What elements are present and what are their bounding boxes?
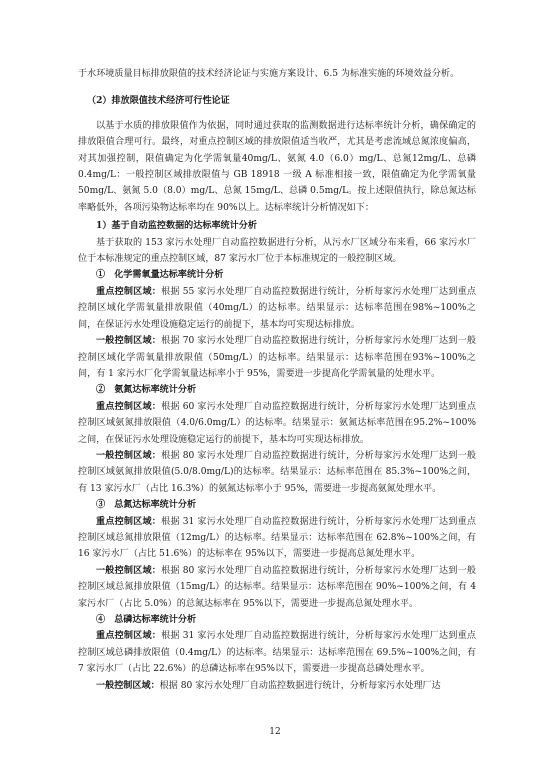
region-label: 重点控制区域：	[96, 515, 162, 527]
item-heading-total-phosphorus: ④ 总磷达标率统计分析	[96, 614, 197, 625]
page-number: 12	[269, 727, 281, 737]
region-label: 一般控制区域：	[96, 564, 162, 576]
body-paragraph	[78, 284, 476, 333]
page-body	[78, 66, 476, 694]
region-label: 一般控制区域：	[96, 335, 162, 347]
section-heading: （2）排放限值技术经济可行性论证	[87, 95, 230, 107]
region-label: 一般控制区域：	[96, 679, 160, 691]
paragraph-text: 根据 31 家污水处理厂自动监控数据进行统计，分析每家污水处理厂达到重点控制区域总氮排放限值（12mg/L）的达标率。结果显示：达标率范围在 62.8%~100%之间，有 16 家污水厂（占比 51.6%）的达标率在 95%以下，需要进一步提高总氮处理水平。	[78, 516, 476, 560]
body-paragraph: 基于获取的 153 家污水处理厂自动监控数据进行分析，从污水厂区域分布来看，66 家污水厂位于本标准规定的重点控制区域，87 家污水厂位于本标准规定的一般控制区域。	[78, 237, 476, 265]
intro-paragraph: 于水环境质量目标排放限值的技术经济论证与实施方案设计、6.5 为标准实施的环境效益分析。	[78, 69, 460, 79]
body-paragraph	[78, 514, 476, 563]
region-label: 重点控制区域：	[96, 630, 162, 642]
body-paragraph	[78, 628, 476, 677]
subsection-heading: 1）基于自动监控数据的达标率统计分析	[96, 220, 257, 232]
region-label: 重点控制区域：	[96, 285, 162, 297]
item-heading-ammonia: ② 氨氮达标率统计分析	[96, 384, 197, 396]
item-heading-total-nitrogen: ③ 总氮达标率统计分析	[96, 499, 197, 511]
paragraph-text: 根据 60 家污水处理厂自动监控数据进行统计，分析每家污水处理厂达到重点控制区域氨氮排放限值（4.0/6.0mg/L）的达标率。结果显示：氨氮达标率范围在95.2%~100%之间，在保证污水处理设施稳定运行的前提下，基本均可实现达标排放。	[78, 401, 476, 445]
paragraph-text: 根据 80 家污水处理厂自动监控数据进行统计，分析每家污水处理厂达到一般控制区域总氮排放限值（15mg/L）的达标率。结果显示：达标率范围在 90%~100%之间，有 4 家污水厂（占比 5.0%）的总氮达标率在 95%以下，需要进一步提高总氮处理水平。	[78, 565, 476, 609]
body-paragraph	[78, 678, 476, 694]
region-label: 重点控制区域：	[96, 400, 162, 412]
paragraph-text: 根据 55 家污水处理厂自动监控数据进行统计，分析每家污水处理厂达到重点控制区域化学需氧量排放限值（40mg/L）的达标率。结果显示：达标率范围在98%~100%之间，在保证污水处理设施稳定运行的前提下，基本均可实现达标排放。	[78, 286, 476, 330]
body-paragraph	[78, 399, 476, 448]
body-paragraph	[78, 563, 476, 612]
item-heading-cod: ① 化学需氧量达标率统计分析	[96, 269, 224, 281]
paragraph-text: 根据 70 家污水处理厂自动监控数据进行统计，分析每家污水处理厂达到一般控制区域化学需氧量排放限值（50mg/L）的达标率。结果显示：达标率范围在93%~100%之间，有 1 家污水厂化学需氧量达标率小于 95%，需要进一步提高化学需氧量的处理水平。	[78, 336, 476, 379]
paragraph-text: 根据 80 家污水处理厂自动监控数据进行统计，分析每家污水处理厂达	[159, 680, 441, 691]
body-paragraph	[78, 333, 476, 382]
body-paragraph	[78, 448, 476, 497]
paragraph-text: 根据 31 家污水处理厂自动监控数据进行统计，分析每家污水处理厂达到重点控制区域总磷排放限值（0.4mg/L）的达标率。结果显示：达标率范围在 69.5%~100%之间，有 7 家污水厂（占比 22.6%）的总磷达标率在95%以下，需要进一步提高总磷处理水平。	[78, 631, 476, 675]
region-label: 一般控制区域：	[96, 449, 162, 461]
paragraph-text: 根据 80 家污水处理厂自动监控数据进行统计，分析每家污水处理厂达到一般控制区域氨氮排放限值(5.0/8.0mg/L)的达标率。结果显示：达标率范围在 85.3%~100%之间，有 13 家污水厂（占比 16.3%）的氨氮达标率小于 95%，需要进一步提高氨氮处理水平。	[78, 450, 476, 494]
body-paragraph: 以基于水质的排放限值作为依据，同时通过获取的监测数据进行达标率统计分析，确保确定的排放限值合理可行。最终，对重点控制区域的排放限值适当收严，尤其是考虑流域总氮浓度偏高，对其加强控制，限值确定为化学需氧量40mg/L、氨氮 4.0（6.0）mg/L、总氮12mg/L、总磷 0.4mg/L：一般控制区域排放限值与 GB 18918 一级 A 标准相接一致，限值确定为化学需氧量 50mg/L、氨氮 5.0（8.0）mg/L、总氮 15mg/L、总磷 0.5mg/L。按上述限值执行，除总氮达标率略低外，各项污染物达标率均在 90%以上。达标率统计分析情况如下：	[78, 120, 476, 213]
